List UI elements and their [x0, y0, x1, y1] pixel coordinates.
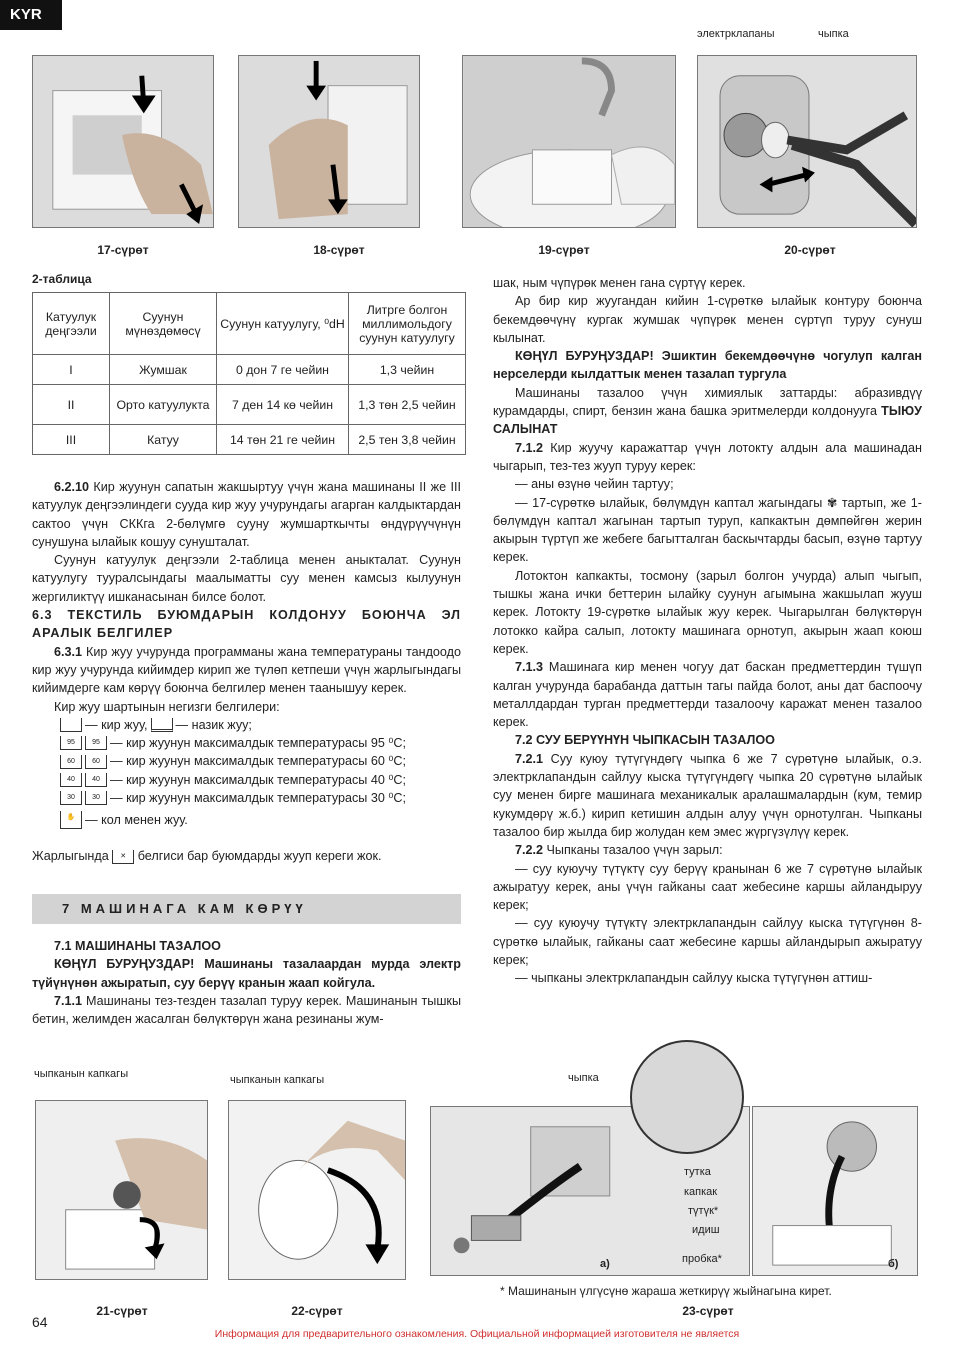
- symbol-text: — кир жуунун максималдык температурасы 30 ⁰С;: [110, 791, 406, 806]
- symbol-text: — назик жуу;: [175, 717, 252, 732]
- list-item: — 17-сүрөткө ылайык, бөлүмдүн каптал жагындагы ✾ тартып, же 1-бөлүмдүн каптал жагынан тартып туруп, капкактын дөмпөйгөн жерин акырын түртүп же жебеге багытталган баскычтарды басып, өзүнө тартуу керек.: [493, 495, 922, 565]
- fig22-label: чыпканын капкагы: [230, 1074, 325, 1086]
- prohibited-text: ТЫЮУ САЛЫНАТ: [493, 404, 922, 437]
- heading-7-1: 7.1 МАШИНАНЫ ТАЗАЛОО: [54, 939, 221, 953]
- caption-fig17: 17-сүрөт: [97, 243, 149, 257]
- table-cell: 1,3 чейин: [349, 355, 466, 385]
- heading-6-3: 6.3 ТЕКСТИЛЬ БУЮМДАРЫН КОЛДОНУУ БОЮНЧА ЭЛ АРАЛЫК БЕЛГИЛЕР: [32, 608, 461, 641]
- paragraph-7-1-1: [32, 992, 461, 1029]
- wash-40-icon: 40: [60, 773, 82, 787]
- fig20-valve-label: электрклапаны: [697, 28, 775, 40]
- paragraph-6-2-10: [32, 478, 461, 551]
- symbols-intro: Кир жуу шартынын негизги белгилери:: [54, 699, 280, 714]
- table-cell: Орто катуулукта: [110, 385, 217, 425]
- paragraph: шак, ным чүпүрөк менен гана сүртүү керек.: [493, 276, 746, 290]
- page-number: 64: [32, 1314, 48, 1330]
- symbol-row: [60, 734, 461, 752]
- figure-21-photo: [35, 1100, 208, 1280]
- table-cell: II: [33, 385, 110, 425]
- clause-number: 7.2.2: [515, 843, 544, 858]
- paragraph-text: Кир жуу учурунда программаны жана температураны тандоодо кир жуу учурунда кийимдер кирип же түлөп кетпеши үчүн жарлыгындагы кийимдерге кам көрүү боюнча белгилер менен таанышуу керек.: [32, 644, 461, 696]
- paragraph: Лотоктон капкакты, тосмону (зарыл болгон учурда) алып чыгып, тышкы жана ички беттерин ылайку суунун агымына жакшылап жууш керек. Лотокту 19-сүрөткө ылайык жуу керек. Чыгарылган бөлүктөрүн лотокко кайра салып, лотокту машинага орнотуп, акырын жаап коюш керек.: [493, 568, 922, 656]
- figure-17-photo: [32, 55, 214, 228]
- paragraph-text: Машинаны тез-тезден тазалап туруу керек. Машинанын тышкы бетин, желимден жасалган бөлүктөрүн жана резинаны жум-: [32, 993, 461, 1027]
- figure-22-photo: [228, 1100, 406, 1280]
- footer-disclaimer: Информация для предварительного ознакомления. Официальной информацией изготовителя не является: [214, 1328, 740, 1340]
- fig23-filter-label: чыпка: [568, 1072, 599, 1084]
- fig23-footnote: * Машинанын үлгүсүнө жараша жеткирүү жыйнагына кирет.: [500, 1284, 832, 1298]
- table-header: Катуулук деңгээли: [33, 293, 110, 355]
- table-cell: 7 ден 14 кө чейин: [217, 385, 349, 425]
- symbol-text: — кол менен жуу.: [85, 813, 188, 828]
- warning-paragraph: КӨҢҮЛ БУРУҢУЗДАР! Эшиктин бекемдөөчүнө чогулуп калган нерселерди кылдаттык менен тазалап тургула: [493, 349, 922, 382]
- do-not-wash-icon: ✕: [112, 850, 134, 864]
- wash-60-icon: 60: [60, 755, 82, 769]
- paragraph-text: Кир жуучу каражаттар үчүн лотокту алдын ала машинадан чыгарып, тез-тез жууп туруу керек:: [493, 440, 922, 473]
- fig23-label: пробка*: [682, 1253, 722, 1265]
- fig23-label: капкак: [684, 1186, 718, 1198]
- paragraph-7-2-2: [493, 841, 922, 859]
- wash-30-delicate-icon: 30: [85, 791, 107, 805]
- caption-fig22: 22-сүрөт: [291, 1304, 343, 1318]
- table-cell: III: [33, 425, 110, 455]
- paragraph-text: Суу куюу түтүгүндөгү чыпка 6 же 7 сүрөтүнө ылайык, о.э. электрклапандын сайлуу кыска түтүгүндөгү чыпка 20 сүрөтүнө ылайык суу менен бирге машинага механикалык аралашмалардын (кум, темир кукумдөрү ж.б.) кирип кетишин алдын алуу үчүн орнотулган. Чыпканы тазалоо бир жылда бир жолудан кем эмес жүргүзүлүү керек.: [493, 751, 922, 839]
- fig23-label: идиш: [692, 1224, 720, 1236]
- fig23-part-a: а): [600, 1258, 610, 1270]
- table-cell: 1,3 төн 2,5 чейин: [349, 385, 466, 425]
- paragraph-text: Чыпканы тазалоо үчүн зарыл:: [543, 843, 723, 858]
- paragraph-7-2-1: [493, 750, 922, 841]
- symbol-row: [60, 716, 461, 734]
- paragraph-text: Машинага кир менен чогуу дат баскан предметтердин түшүп калган учурунда барабанда даттын тагы пайда болот, аны дат баспоочу металлдардан турган предметтерди тазалоочу каражат менен тазалоо керек.: [493, 660, 922, 730]
- figure-19-photo: [462, 55, 676, 228]
- language-tab: KYR: [0, 0, 62, 30]
- table-cell: 14 төн 21 ге чейин: [217, 425, 349, 455]
- clause-number: 7.1.1: [54, 993, 83, 1008]
- no-wash-line: [32, 847, 461, 865]
- paragraph-text: Кир жуунун сапатын жакшыртуу үчүн жана машинаны II же III катуулук деңгээлиндеги сууда кир жуу учурундагы агарган калдыктардан сактоо үчүн СККга 2-бөлүмгө сууну жумшарткычты өндүрүүчүнүн сунушуна ылайык кошуу сунушталат.: [32, 480, 461, 549]
- warning-7-1: КӨҢҮЛ БУРУҢУЗДАР! Машинаны тазалаардан мурда электр түйүнүнөн ажыратып, суу берүү кранын жаап койгула.: [32, 957, 461, 990]
- no-wash-text: Жарлыгында: [32, 849, 109, 864]
- symbol-row: [60, 752, 461, 770]
- delicate-wash-icon: [151, 718, 173, 732]
- table-cell: Жумшак: [110, 355, 217, 385]
- symbol-row: [60, 789, 461, 807]
- table-cell: I: [33, 355, 110, 385]
- fig23-label: тутка: [684, 1166, 711, 1178]
- paragraph-7-1-3: [493, 658, 922, 731]
- section-7-bar: 7 МАШИНАГА КАМ КӨРҮҮ: [32, 894, 461, 924]
- table-cell: 2,5 тен 3,8 чейин: [349, 425, 466, 455]
- paragraph-6-3-1: [32, 643, 461, 698]
- paragraph: Суунун катуулук деңгээли 2-таблица менен аныкталат. Суунун катуулугу тууралсындагы маалыматты суу менен камсыз кылуунун жергиликтүү ишканасынан билсе болот.: [32, 553, 461, 604]
- wash-95-icon: 95: [60, 736, 82, 750]
- caption-fig21: 21-сүрөт: [96, 1304, 148, 1318]
- wash-60-delicate-icon: 60: [85, 755, 107, 769]
- symbol-text: — кир жуу,: [85, 717, 148, 732]
- figure-23b-photo: [752, 1106, 918, 1276]
- paragraph-chemicals: [493, 384, 922, 439]
- hand-wash-icon: ✋: [60, 811, 82, 829]
- figure-18-photo: [238, 55, 420, 228]
- wash-40-delicate-icon: 40: [85, 773, 107, 787]
- fig23-part-b: б): [888, 1258, 899, 1270]
- left-column-lower: [32, 937, 461, 1028]
- figure-20-photo: [697, 55, 917, 228]
- paragraph: Ар бир кир жуугандан кийин 1-сүрөткө ылайык контуру боюнча бекемдөөчүнү кургак жумшак чүпүрөк менен сүртүп туруу сунуш кылынат.: [493, 294, 922, 345]
- fig23-magnifier-circle: [630, 1040, 744, 1154]
- fig23-label: түтүк*: [688, 1205, 719, 1217]
- fig20-filter-label: чыпка: [818, 28, 849, 40]
- list-item: — аны өзүнө чейин тартуу;: [515, 477, 674, 492]
- no-wash-text: белгиси бар буюмдарды жууп кереги жок.: [137, 849, 382, 864]
- clause-number: 6.2.10: [54, 480, 90, 494]
- wash-tub-icon: [60, 718, 82, 732]
- symbol-text: — кир жуунун максималдык температурасы 60 ⁰С;: [110, 754, 406, 769]
- clause-number: 7.2.1: [515, 751, 544, 766]
- fig21-label: чыпканын капкагы: [34, 1068, 129, 1080]
- symbol-row: [60, 807, 461, 833]
- list-item: — чыпканы электрклапандын сайлуу кыска түтүгүнөн аттиш-: [515, 971, 873, 986]
- caption-fig20: 20-сүрөт: [784, 243, 836, 257]
- wash-95-delicate-icon: 95: [85, 736, 107, 750]
- table-header: Суунун мүнөздөмөсү: [110, 293, 217, 355]
- caption-fig23: 23-сүрөт: [682, 1304, 734, 1318]
- table-header: Литрге болгон миллимольдогу суунун катуулугу: [349, 293, 466, 355]
- clause-number: 7.1.2: [515, 440, 544, 455]
- list-item: — суу куюучу түтүктү электрклапандын сайлуу кыска түтүгүнөн 8-сүрөткө ылайык, гайканы саат жебесине каршы айландырып ажыратуу керек;: [493, 916, 922, 967]
- symbol-text: — кир жуунун максималдык температурасы 95 ⁰С;: [110, 736, 406, 751]
- clause-number: 7.1.3: [515, 660, 544, 675]
- paragraph-7-1-2: [493, 439, 922, 476]
- symbol-row: [60, 771, 461, 789]
- table-cell: Катуу: [110, 425, 217, 455]
- list-item: — суу куюучу түтүктү суу берүү кранынан 6 же 7 сүрөтүнө ылайык ажыратуу керек, аны үчүн гайканы саат жебесине каршы айландыруу керек;: [493, 861, 922, 913]
- heading-7-2: 7.2 СУУ БЕРҮҮНҮН ЧЫПКАСЫН ТАЗАЛОО: [515, 733, 775, 748]
- hardness-table: [32, 292, 466, 455]
- table-cell: 0 дон 7 ге чейин: [217, 355, 349, 385]
- symbol-text: — кир жуунун максималдык температурасы 40 ⁰С;: [110, 772, 406, 787]
- paragraph-text: Машинаны тазалоо үчүн химиялык заттарды: абразивдүү курамдарды, спирт, бензин жана башка эритмелерди колдонууга: [493, 385, 922, 419]
- caption-fig19: 19-сүрөт: [538, 243, 590, 257]
- left-column: [32, 478, 461, 866]
- caption-fig18: 18-сүрөт: [313, 243, 365, 257]
- wash-30-icon: 30: [60, 791, 82, 805]
- table-header: Суунун катуулугу, ⁰dH: [217, 293, 349, 355]
- right-column: [493, 274, 922, 988]
- clause-number: 6.3.1: [54, 644, 83, 659]
- table-title: 2-таблица: [32, 272, 92, 286]
